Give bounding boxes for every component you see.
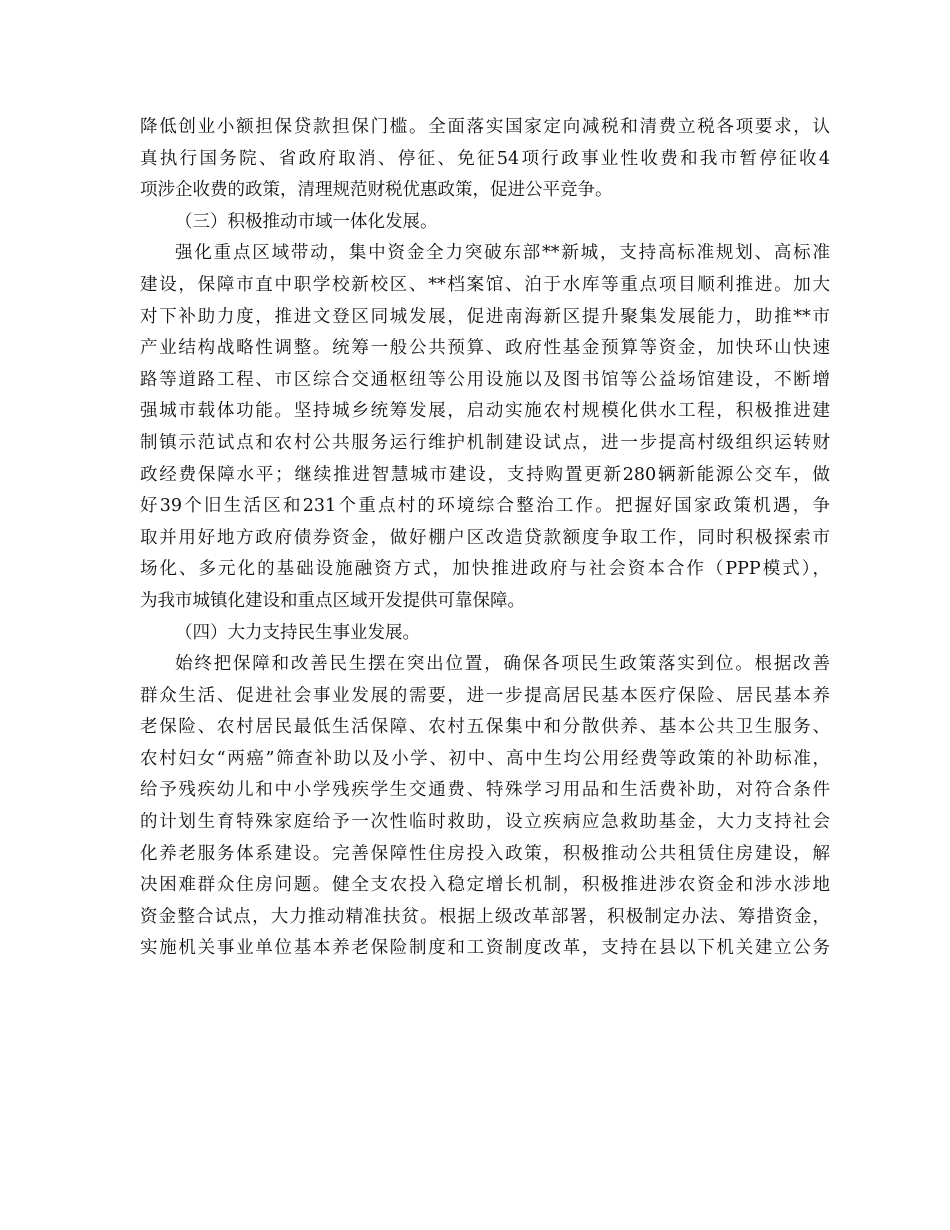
- text-line: 产业结构战略性调整。统筹一般公共预算、政府性基金预算等资金，加快环山快速: [140, 338, 830, 359]
- text-line: 好39个旧生活区和231个重点村的环境综合整治工作。把握好国家政策机遇，争: [140, 496, 830, 517]
- text-line: 政经费保障水平；继续推进智慧城市建设，支持购置更新280辆新能源公交车，做: [140, 464, 830, 485]
- text-line: 资金整合试点，大力推动精准扶贫。根据上级改革部署，积极制定办法、筹措资金，: [140, 906, 830, 927]
- text-line: 的计划生育特殊家庭给予一次性临时救助，设立疾病应急救助基金，大力支持社会: [140, 812, 830, 833]
- text-line: 场化、多元化的基础设施融资方式，加快推进政府与社会资本合作（PPP模式），: [140, 559, 830, 580]
- text-line: 取并用好地方政府债券资金，做好棚户区改造贷款额度争取工作，同时积极探索市: [140, 527, 830, 548]
- text-line: 为我市城镇化建设和重点区域开发提供可靠保障。: [140, 590, 525, 611]
- text-line: 制镇示范试点和农村公共服务运行维护机制建设试点，进一步提高村级组织运转财: [140, 432, 830, 453]
- text-line: 农村妇女“两癌”筛查补助以及小学、初中、高中生均公用经费等政策的补助标准，: [140, 748, 830, 769]
- section-heading: （四）大力支持民生事业发展。: [175, 622, 420, 643]
- text-line: 建设，保障市直中职学校新校区、**档案馆、泊于水库等重点项目顺利推进。加大: [140, 274, 830, 295]
- text-line: 群众生活、促进社会事业发展的需要，进一步提高居民基本医疗保险、居民基本养: [140, 685, 830, 706]
- text-line: 给予残疾幼儿和中小学残疾学生交通费、特殊学习用品和生活费补助，对符合条件: [140, 780, 830, 801]
- text-line: 决困难群众住房问题。健全支农投入稳定增长机制，积极推进涉农资金和涉水涉地: [140, 875, 830, 896]
- text-line: 对下补助力度，推进文登区同城发展，促进南海新区提升聚集发展能力，助推**市: [140, 306, 830, 327]
- text-line: 强化重点区域带动，集中资金全力突破东部**新城，支持高标准规划、高标准: [175, 243, 830, 264]
- text-line: 真执行国务院、省政府取消、停征、免征54项行政事业性收费和我市暂停征收4: [140, 148, 830, 169]
- text-line: 强城市载体功能。坚持城乡统筹发展，启动实施农村规模化供水工程，积极推进建: [140, 401, 830, 422]
- text-line: 路等道路工程、市区综合交通枢纽等公用设施以及图书馆等公益场馆建设，不断增: [140, 369, 830, 390]
- section-heading: （三）积极推动市域一体化发展。: [175, 211, 438, 232]
- document-body: [140, 112, 830, 965]
- text-line: 项涉企收费的政策，清理规范财税优惠政策，促进公平竞争。: [140, 180, 613, 201]
- text-line: 实施机关事业单位基本养老保险制度和工资制度改革，支持在县以下机关建立公务: [140, 938, 830, 959]
- text-line: 降低创业小额担保贷款担保门槛。全面落实国家定向减税和清费立税各项要求，认: [140, 117, 830, 137]
- text-line: 始终把保障和改善民生摆在突出位置，确保各项民生政策落实到位。根据改善: [175, 654, 830, 675]
- text-line: 化养老服务体系建设。完善保障性住房投入政策，积极推动公共租赁住房建设，解: [140, 843, 830, 864]
- text-line: 老保险、农村居民最低生活保障、农村五保集中和分散供养、基本公共卫生服务、: [140, 717, 830, 738]
